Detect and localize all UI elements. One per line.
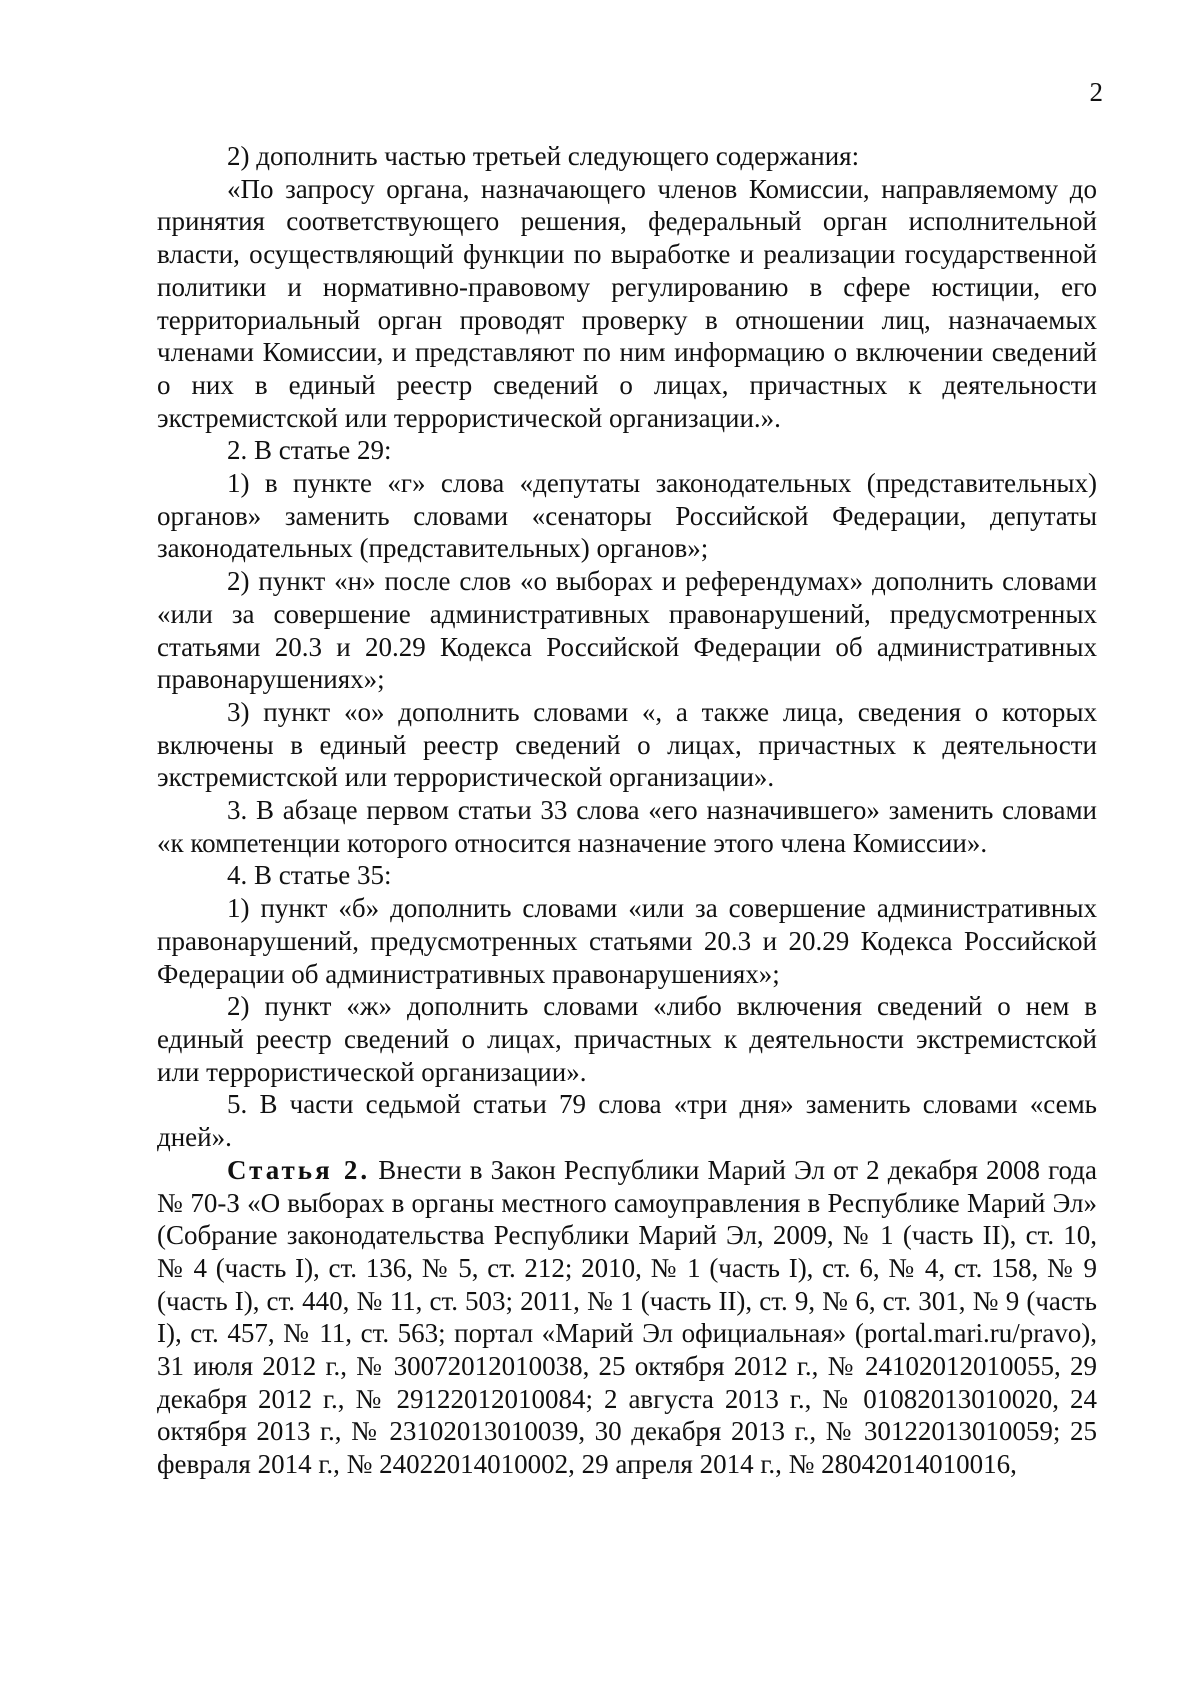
paragraph: 2. В статье 29: xyxy=(227,435,392,466)
article-paragraph xyxy=(157,1154,1097,1481)
article-heading: Статья 2. xyxy=(227,1154,371,1185)
paragraph: 1) в пункте «г» слова «депутаты законодательных (представительных) органов» заменить словами «сенаторы Российской Федерации, депутаты законодательных (представительных) органов»; xyxy=(157,468,1097,564)
paragraph: 3) пункт «о» дополнить словами «, а также лица, сведения о которых включены в единый реестр сведений о лицах, причастных к деятельности экстремистской или террористической организации». xyxy=(157,696,1097,793)
paragraph: 5. В части седьмой статьи 79 слова «три дня» заменить словами «семь дней». xyxy=(157,1089,1097,1153)
paragraph: 2) пункт «ж» дополнить словами «либо включения сведений о нем в единый реестр сведений о лицах, причастных к деятельности экстремистской или террористической организации». xyxy=(157,991,1097,1087)
page-number: 2 xyxy=(1089,77,1103,107)
paragraph: 3. В абзаце первом статьи 33 слова «его назначившего» заменить словами «к компетенции которого относится назначение этого члена Комиссии». xyxy=(157,795,1097,858)
paragraph: 4. В статье 35: xyxy=(227,860,392,891)
paragraph: 2) дополнить частью третьей следующего содержания: xyxy=(227,141,860,171)
paragraph: 2) пункт «н» после слов «о выборах и референдумах» дополнить словами «или за совершение административных правонарушений, предусмотренных статьями 20.3 и 20.29 Кодекса Российской Федерации об административных правонарушениях»; xyxy=(157,566,1097,695)
document-body xyxy=(157,140,1097,1481)
paragraph: «По запросу органа, назначающего членов Комиссии, направляемому до принятия соответствующего решения, федеральный орган исполнительной власти, осуществляющий функции по выработке и реализации государственной политики и нормативно-правовому регулированию в сфере юстиции, его территориальный орган проводят проверку в отношении лиц, назначаемых членами Комиссии, и представляют по ним информацию о включении сведений о них в единый реестр сведений о лицах, причастных к деятельности экстремистской или террористической организации.». xyxy=(157,173,1097,433)
article-text: Внести в Закон Республики Марий Эл от 2 декабря 2008 года № 70-З «О выборах в органы местного самоуправления в Республике Марий Эл» (Собрание законодательства Республики Марий Эл, 2009, № 1 (часть II), ст. 10, № 4 (часть I), ст. 136, № 5, ст. 212; 2010, № 1 (часть I), ст. 6, № 4, ст. 158, № 9 (часть I), ст. 440, № 11, ст. 503; 2011, № 1 (часть II), ст. 9, № 6, ст. 301, № 9 (часть I), ст. 457, № 11, ст. 563; портал «Марий Эл официальная» (portal.mari.ru/pravo), 31 июля 2012 г., № 30072012010038, 25 октября 2012 г., № 24102012010055, 29 декабря 2012 г., № 29122012010084; 2 августа 2013 г., № 01082013010020, 24 октября 2013 г., № 23102013010039, 30 декабря 2013 г., № 30122013010059; 25 февраля 2014 г., № 24022014010002, 29 апреля 2014 г., № 28042014010016, xyxy=(157,1154,1097,1480)
paragraph: 1) пункт «б» дополнить словами «или за совершение административных правонарушений, предусмотренных статьями 20.3 и 20.29 Кодекса Российской Федерации об административных правонарушениях»; xyxy=(157,893,1097,989)
